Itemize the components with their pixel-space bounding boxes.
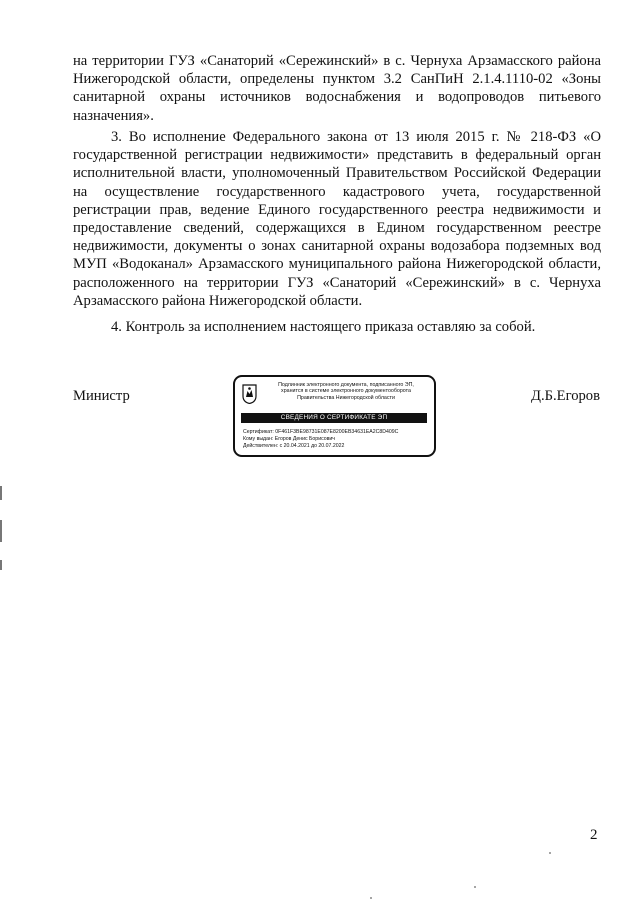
scan-speck — [549, 852, 551, 854]
stamp-header — [261, 382, 431, 401]
scan-edge-mark — [0, 560, 2, 570]
signatory-name: Д.Б.Егоров — [531, 388, 600, 404]
validity-value: с 20.04.2021 до 20.07.2022 — [279, 443, 345, 449]
scan-edge-mark — [0, 486, 2, 500]
page-number: 2 — [590, 827, 598, 843]
validity-label: Действителен: — [243, 443, 279, 449]
electronic-signature-stamp — [233, 375, 436, 457]
signatory-title: Министр — [73, 388, 130, 404]
coat-of-arms-icon — [242, 384, 257, 404]
certificate-label: Сертификат: — [243, 429, 274, 435]
paragraph-4: 4. Контроль за исполнением настоящего приказа оставляю за собой. — [111, 319, 536, 335]
certificate-info-bar: СВЕДЕНИЯ О СЕРТИФИКАТЕ ЭП — [241, 413, 427, 423]
issued-to-label: Кому выдан: — [243, 436, 274, 442]
scan-edge-mark — [0, 520, 2, 542]
issued-to-row — [243, 436, 433, 443]
stamp-header-line: хранится в системе электронного документооборота — [281, 388, 411, 395]
scan-speck — [474, 886, 476, 888]
scan-speck — [370, 897, 372, 899]
certificate-row — [243, 429, 433, 436]
stamp-header-line: Подлинник электронного документа, подписанного ЭП, — [278, 382, 414, 388]
paragraph-3: 3. Во исполнение Федерального закона от 13 июля 2015 г. № 218-ФЗ «О государственной регистрации недвижимости» представить в федеральный орган исполнительной власти, уполномоченный Правительством Российской Федерации на осуществление государственного кадастрового учета, государственной регистрации прав, ведение Единого государственного реестра недвижимости и предоставление сведений, содержащихся в Едином государственном реестре недвижимости, документы о зонах санитарной охраны водозабора подземных вод МУП «Водоканал» Арзамасского муниципального района Нижегородской области, расположенного на территории ГУЗ «Санаторий «Сережинский» в с. Чернуха Арзамасского района Нижегородской области. — [73, 129, 601, 309]
issued-to-value: Егоров Денис Борисович — [274, 436, 335, 442]
stamp-header-line: Правительства Нижегородской области — [297, 394, 395, 401]
validity-row — [243, 443, 433, 450]
certificate-details — [243, 429, 433, 450]
certificate-value: 0F461F3BE98731E087E8200EB34631EA2C8D409C — [275, 429, 399, 435]
paragraph-continued: на территории ГУЗ «Санаторий «Сережинский» в с. Чернуха Арзамасского района Нижегородской области, определены пунктом 3.2 СанПиН 2.1.4.1110-02 «Зоны санитарной охраны источников водоснабжения и водопроводов питьевого назначения». — [73, 53, 601, 124]
